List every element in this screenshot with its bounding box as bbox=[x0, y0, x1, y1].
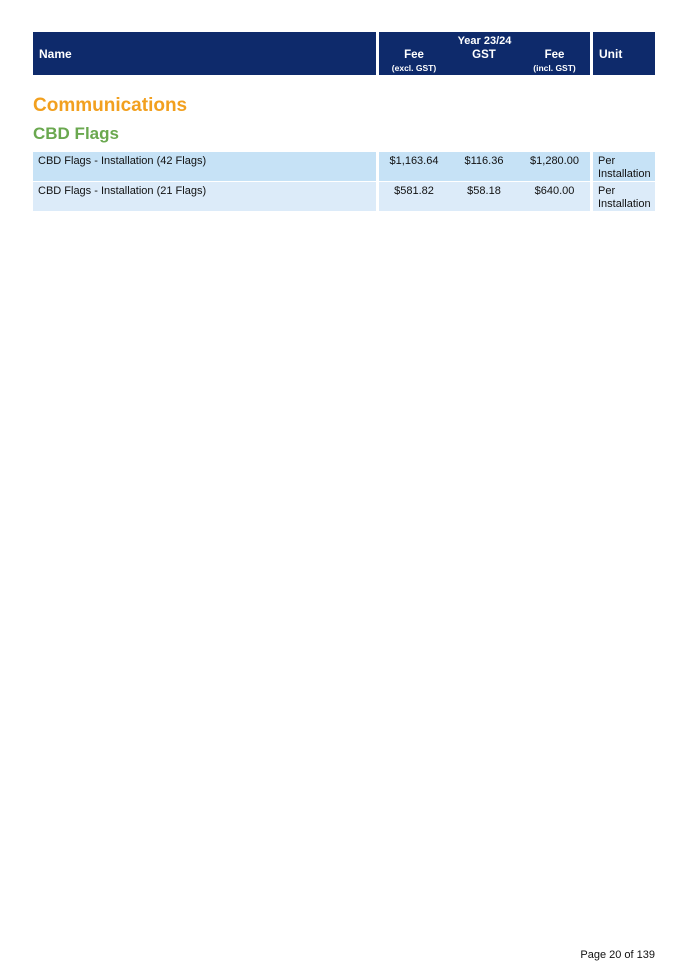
row-unit: Per Installation bbox=[598, 185, 651, 210]
row-fee-incl: $640.00 bbox=[534, 185, 575, 197]
row-name: CBD Flags - Installation (21 Flags) bbox=[38, 185, 207, 197]
row-unit-cell bbox=[593, 152, 655, 181]
row-fee-excl: $1,163.64 bbox=[389, 155, 439, 167]
row-name-cell bbox=[33, 152, 376, 181]
subsection-title: CBD Flags bbox=[33, 124, 119, 143]
row-unit: Per Installation bbox=[598, 155, 651, 180]
header-fee-excl: Fee (excl. GST) bbox=[391, 49, 437, 73]
row-fees-cell bbox=[379, 182, 590, 211]
section-title: Communications bbox=[33, 95, 188, 116]
page-number: Page 20 of 139 bbox=[580, 949, 655, 961]
table-row bbox=[33, 152, 655, 181]
table-row bbox=[33, 182, 655, 211]
row-name-cell bbox=[33, 182, 376, 211]
row-unit-cell bbox=[593, 182, 655, 211]
header-year-group bbox=[379, 32, 590, 75]
header-gst: GST bbox=[472, 49, 496, 61]
header-name-cell bbox=[33, 32, 376, 75]
header-fee-incl: Fee (incl. GST) bbox=[533, 49, 576, 73]
table-header bbox=[33, 32, 655, 75]
header-year: Year 23/24 bbox=[457, 35, 512, 47]
row-fees-cell bbox=[379, 152, 590, 181]
header-unit-cell bbox=[593, 32, 655, 75]
row-fee-excl: $581.82 bbox=[394, 185, 434, 197]
row-gst: $58.18 bbox=[467, 185, 501, 197]
header-name: Name bbox=[39, 47, 72, 61]
header-unit: Unit bbox=[599, 47, 623, 61]
row-name: CBD Flags - Installation (42 Flags) bbox=[38, 155, 207, 167]
row-fee-incl: $1,280.00 bbox=[530, 155, 579, 167]
row-gst: $116.36 bbox=[464, 155, 504, 167]
